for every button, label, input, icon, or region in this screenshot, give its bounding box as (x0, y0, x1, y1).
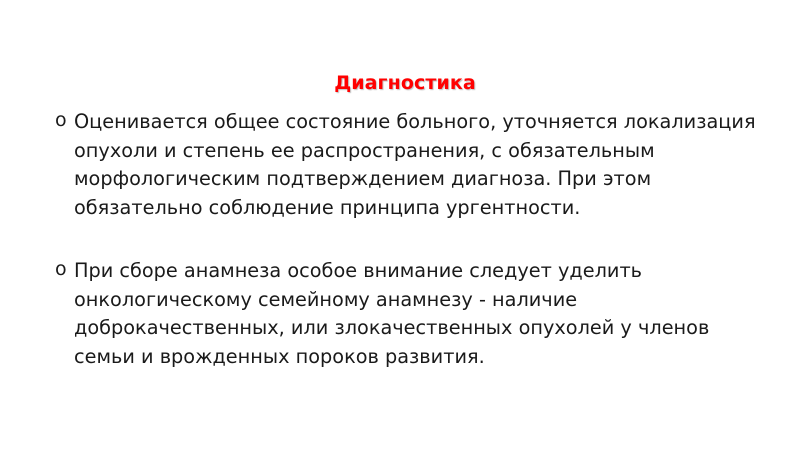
bullet-item-anamnesis (52, 257, 772, 371)
bullet-item-diagnosis (52, 108, 772, 222)
slide-title: Диагностика (334, 72, 476, 94)
bullet-text: При сборе анамнеза особое внимание следует уделить онкологическому семейному анамнезу - наличие доброкачественных, или злокачественных опухолей у членов семьи и врожденных пороков развития. (74, 259, 710, 368)
bullet-marker-icon: o (55, 258, 67, 280)
bullet-list (52, 108, 772, 371)
bullet-text: Оценивается общее состояние больного, уточняется локализация опухоли и степень ее распространения, с обязательным морфологическим подтверждением диагноза. При этом обязательно соблюдение принципа ургентности. (74, 110, 756, 219)
bullet-marker-icon: o (55, 109, 67, 131)
